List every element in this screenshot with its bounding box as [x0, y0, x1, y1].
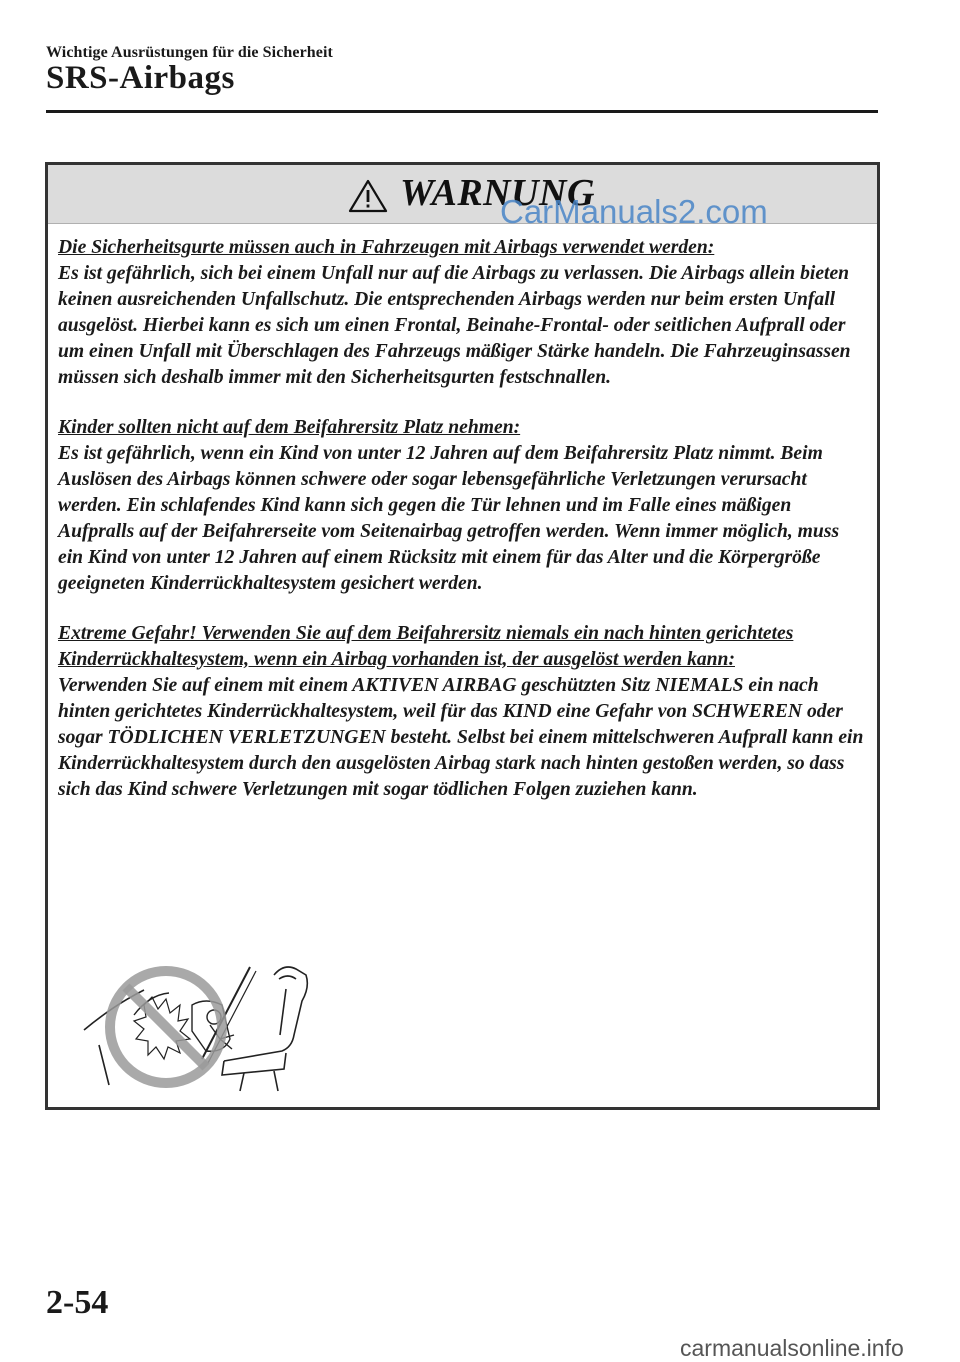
warning-title: WARNUNG	[400, 172, 595, 214]
paragraph-seatbelts	[58, 235, 868, 391]
paragraph-text: Verwenden Sie auf einem mit einem AKTIVEN AIRBAG geschützten Sitz NIEMALS ein nach hinten gerichtetes Kinderrückhaltesystem, weil für das KIND eine Gefahr von SCHWEREN oder sogar TÖDLICHEN VERLETZUNGEN besteht. Selbst bei einem mittelschweren Aufprall kann ein Kinderrückhaltesystem durch den ausgelösten Airbag stark nach hinten gestoßen werden, so dass sich das Kind schwere Verletzungen mit sogar tödlichen Folgen zuziehen kann.	[58, 675, 864, 800]
paragraph-heading: Die Sicherheitsgurte müssen auch in Fahrzeugen mit Airbags verwendet werden:	[58, 237, 715, 258]
paragraph-text: Es ist gefährlich, wenn ein Kind von unter 12 Jahren auf dem Beifahrersitz Platz nimmt. Beim Auslösen des Airbags können schwere oder sogar lebensgefährliche Verletzungen verursacht werden. Ein schlafendes Kind kann sich gegen die Tür lehnen und im Falle eines mäßigen Aufpralls auf der Beifahrerseite vom Seitenairbag getroffen werden. Wenn immer möglich, muss ein Kind von unter 12 Jahren auf einem Rücksitz mit einem für das Alter und die Körpergröße geeigneten Kinderrückhaltesystem gesichert werden.	[58, 443, 840, 594]
section-label: Wichtige Ausrüstungen für die Sicherheit	[46, 44, 333, 61]
page-number: 2-54	[46, 1284, 109, 1321]
paragraph-heading: Kinder sollten nicht auf dem Beifahrersitz Platz nehmen:	[58, 417, 521, 438]
warning-header	[48, 165, 877, 230]
paragraph-children	[58, 415, 868, 597]
watermark: CarManuals2.com	[500, 193, 768, 230]
warning-box	[45, 162, 880, 1110]
paragraph-heading: Extreme Gefahr! Verwenden Sie auf dem Beifahrersitz niemals ein nach hinten gerichtetes Kinderrückhaltesystem, wenn ein Airbag vorhanden ist, der ausgelöst werden kann:	[58, 623, 794, 670]
paragraph-rear-facing	[58, 621, 868, 803]
paragraph-text: Es ist gefährlich, sich bei einem Unfall nur auf die Airbags zu verlassen. Die Airbags allein bieten keinen ausreichenden Unfallschutz. Die entsprechenden Airbags werden nur beim ersten Unfall ausgelöst. Hierbei kann es sich um einen Frontal, Beinahe-Frontal- oder seitlichen Aufprall oder um einen Unfall mit Überschlagen des Fahrzeugs mäßiger Stärke handeln. Die Fahrzeuginsassen müssen sich deshalb immer mit den Sicherheitsgurten festschnallen.	[58, 263, 851, 388]
page-title: SRS-Airbags	[46, 60, 235, 96]
warning-triangle-icon	[348, 179, 388, 213]
rear-facing-seat-prohibited-illustration	[74, 935, 334, 1095]
footer-url: carmanualsonline.info	[680, 1335, 904, 1361]
warning-body	[58, 235, 868, 827]
title-rule	[46, 110, 878, 113]
